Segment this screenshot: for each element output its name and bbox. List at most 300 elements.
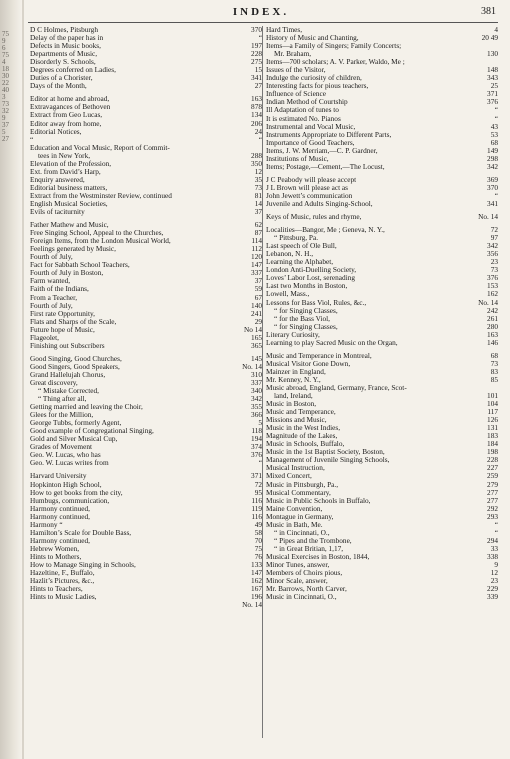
entry-page: 374 [251, 442, 262, 452]
entry-page: 167 [251, 584, 262, 594]
index-entry [30, 229, 262, 237]
entry-title: Institutions of Music, [266, 154, 329, 163]
entry-page: 15 [254, 65, 262, 75]
index-entry [30, 561, 262, 569]
entry-page: 25 [490, 81, 498, 91]
index-entry [266, 26, 498, 34]
entry-page: 370 [487, 182, 498, 192]
index-entry [30, 427, 262, 435]
index-entry [266, 432, 498, 440]
index-entry [30, 585, 262, 593]
entry-title: English Musical Societies, [30, 199, 108, 208]
entry-title: Ext. from David’s Harp, [30, 167, 101, 176]
index-entry [266, 258, 498, 266]
entry-page: 14 [254, 198, 262, 208]
index-entry [266, 250, 498, 258]
entry-title: Instruments Appropriate to Different Parts, [266, 130, 392, 139]
index-entry [266, 529, 498, 537]
entry-page: 67 [254, 292, 262, 302]
index-entry [30, 237, 262, 245]
entry-title: Flageolet, [30, 333, 59, 342]
index-entry [30, 481, 262, 489]
index-entry [30, 371, 262, 379]
entry-title: Hazeltine, F., Buffalo, [30, 569, 95, 578]
index-entry [266, 50, 498, 58]
entry-page: 49 [254, 519, 262, 529]
entry-title: London Anti-Duelling Society, [266, 266, 357, 275]
entry-title: Influence of Science [266, 90, 326, 99]
entry-title: Duties of a Chorister, [30, 74, 93, 83]
index-entry [30, 459, 262, 467]
entry-page: No. 14 [242, 361, 262, 371]
entry-page: 184 [487, 439, 498, 449]
entry-page: 35 [254, 174, 262, 184]
index-entry [30, 601, 262, 609]
entry-title: First rate Opportunity, [30, 309, 95, 318]
index-entry [30, 302, 262, 310]
entry-page: 87 [254, 228, 262, 238]
entry-title: Lessons for Bass Viol, Rules, &c., [266, 298, 367, 307]
index-entry [266, 226, 498, 234]
entry-title: Hopkinton High School, [30, 480, 102, 489]
entry-title: Last two Months in Boston, [266, 282, 348, 291]
entry-title: Disorderly S. Schools, [30, 58, 96, 67]
entry-title: Harmony continued, [30, 536, 90, 545]
index-entry [266, 155, 498, 163]
entry-title: Father Mathew and Music, [30, 221, 109, 230]
entry-title: “ Mistake Corrected, [38, 387, 99, 396]
entry-page: 58 [254, 527, 262, 537]
gutter-mark: 40 [2, 86, 9, 94]
entry-page: 27 [254, 81, 262, 91]
index-entry [266, 400, 498, 408]
entry-title: Getting married and leaving the Choir, [30, 403, 143, 412]
entry-page: 228 [251, 49, 262, 59]
index-entry [30, 152, 262, 160]
entry-page: 134 [251, 110, 262, 120]
index-entry [30, 58, 262, 66]
entry-title: Flats and Sharps of the Scale, [30, 317, 117, 326]
entry-page: 355 [251, 402, 262, 412]
entry-title: Fourth of July in Boston, [30, 269, 104, 278]
entry-page: 116 [251, 495, 262, 505]
entry-page: “ [258, 134, 262, 144]
index-entry [266, 213, 498, 221]
index-entry [30, 419, 262, 427]
entry-page: 147 [251, 260, 262, 270]
entry-title: Defects in Music books, [30, 42, 101, 51]
index-entry [30, 435, 262, 443]
entry-title: “ in Cincinnati, O., [274, 528, 330, 537]
index-entry [30, 26, 262, 34]
entry-page: 73 [254, 182, 262, 192]
index-entry [30, 111, 262, 119]
index-entry [266, 456, 498, 464]
entry-page: 365 [251, 340, 262, 350]
entry-page: 23 [490, 257, 498, 267]
entry-title: Harmony continued, [30, 504, 90, 513]
entry-page: 342 [251, 394, 262, 404]
entry-page: “ [494, 105, 498, 115]
entry-title: “ Pipes and the Trombone, [274, 536, 352, 545]
entry-page: 147 [251, 568, 262, 578]
entry-title: Foreign Items, from the London Musical World, [30, 237, 171, 246]
index-entry [266, 339, 498, 347]
index-entry [266, 274, 498, 282]
entry-page: 369 [487, 174, 498, 184]
index-entry [30, 253, 262, 261]
entry-page: 878 [251, 102, 262, 112]
entry-page: 148 [487, 65, 498, 75]
entry-title: Days of the Month, [30, 82, 87, 91]
entry-page: 101 [487, 391, 498, 401]
index-entry [266, 98, 498, 106]
entry-page: 198 [487, 447, 498, 457]
entry-title: Hints to Teachers, [30, 585, 83, 594]
entry-page: 112 [251, 244, 262, 254]
column-divider [262, 26, 263, 738]
index-entry [266, 416, 498, 424]
entry-title: Future hope of Music, [30, 325, 95, 334]
entry-page: 33 [490, 543, 498, 553]
entry-page: 371 [251, 471, 262, 481]
entry-page: 53 [490, 129, 498, 139]
entry-title: Hamilton’s Scale for Double Bass, [30, 528, 132, 537]
entry-title: Music in Public Schools in Buffalo, [266, 496, 371, 505]
entry-page: 241 [251, 308, 262, 318]
index-entry [266, 464, 498, 472]
index-entry [266, 408, 498, 416]
entry-page: No 14 [243, 324, 262, 334]
entry-title: Hints to Music Ladies, [30, 593, 97, 602]
index-entry [30, 355, 262, 363]
gutter-mark: 37 [2, 121, 9, 129]
index-entry [266, 553, 498, 561]
index-entry [30, 545, 262, 553]
entry-title: Indian Method of Courtship [266, 98, 348, 107]
entry-title: Ill Adaptation of tunes to [266, 106, 339, 115]
entry-page: 146 [487, 337, 498, 347]
header-rule [28, 22, 498, 23]
entry-title: How to Manage Singing in Schools, [30, 561, 136, 569]
entry-title: Fourth of July, [30, 301, 73, 310]
entry-page: 229 [487, 584, 498, 594]
index-entry [266, 489, 498, 497]
entry-title: Music abroad, England, Germany, France, Scot- [266, 383, 407, 392]
index-entry [30, 472, 262, 480]
entry-title: Finishing out Subscribers [30, 341, 105, 350]
entry-title: Music in Cincinnati, O., [266, 593, 337, 602]
index-entry [30, 569, 262, 577]
entry-title: Musical Exercises in Boston, 1844, [266, 552, 370, 561]
index-entry [30, 42, 262, 50]
entry-title: How to get books from the city, [30, 488, 123, 497]
entry-page: 145 [251, 353, 262, 363]
entry-page: 275 [251, 57, 262, 67]
entry-title: Music in the 1st Baptist Society, Boston, [266, 448, 385, 457]
index-entry [30, 160, 262, 168]
entry-page: 126 [487, 415, 498, 425]
index-entry [266, 90, 498, 98]
entry-page: 163 [487, 329, 498, 339]
index-entry [266, 123, 498, 131]
entry-title: Music in Boston, [266, 400, 317, 409]
entry-page: 261 [487, 313, 498, 323]
entry-title: Editor at home and abroad, [30, 95, 110, 104]
entry-title: Loves’ Labor Lost, serenading [266, 274, 356, 283]
index-entry [266, 384, 498, 392]
gutter-mark: 32 [2, 107, 9, 115]
entry-title: Learning the Alphabet, [266, 258, 334, 267]
entry-page: 277 [487, 487, 498, 497]
index-entry [30, 66, 262, 74]
index-entry [266, 139, 498, 147]
index-entry [266, 234, 498, 242]
index-entry [266, 147, 498, 155]
index-entry [266, 282, 498, 290]
entry-title: Good Singers, Good Speakers, [30, 362, 120, 371]
entry-page: 340 [251, 386, 262, 396]
index-entry [30, 277, 262, 285]
page-title: INDEX. [232, 6, 290, 18]
entry-page: “ [494, 527, 498, 537]
entry-page: 73 [490, 358, 498, 368]
gutter-mark: 4 [2, 58, 6, 66]
entry-title: Last speech of Ole Bull, [266, 242, 337, 251]
entry-page: 68 [490, 137, 498, 147]
index-entry [266, 58, 498, 66]
entry-title: Glees for the Million, [30, 411, 94, 420]
entry-page: 133 [251, 560, 262, 569]
index-entry [30, 489, 262, 497]
index-entry [30, 200, 262, 208]
entry-title: “ for the Bass Viol, [274, 314, 330, 323]
index-entry [30, 334, 262, 342]
index-entry [266, 497, 498, 505]
index-entry [30, 363, 262, 371]
index-entry [266, 440, 498, 448]
index-entry [266, 66, 498, 74]
index-entry [30, 593, 262, 601]
entry-page: 83 [490, 366, 498, 376]
entry-page: 117 [487, 407, 498, 417]
entry-title: Localities—Bangor, Me ; Geneva, N. Y., [266, 226, 385, 235]
entry-title: Good example of Congregational Singing, [30, 427, 154, 436]
entry-title: Minor Scale, answer, [266, 577, 328, 586]
entry-title: Fact for Sabbath School Teachers, [30, 261, 130, 270]
entry-title: Management of Juvenile Singing Schools, [266, 456, 390, 465]
entry-title: Elevation of the Profession, [30, 159, 112, 168]
entry-title: Issues of the Visitor, [266, 66, 326, 75]
index-entry [30, 269, 262, 277]
entry-title: John Jewett’s communication [266, 191, 353, 200]
entry-page: 227 [487, 463, 498, 473]
index-entry [30, 95, 262, 103]
entry-title: Fourth of July, [30, 253, 73, 262]
entry-title: Maine Convention, [266, 504, 323, 513]
entry-page: 37 [254, 276, 262, 286]
gutter-mark: 18 [2, 65, 9, 73]
gutter-mark: 22 [2, 79, 9, 87]
entry-page: 59 [254, 284, 262, 294]
entry-page: 337 [251, 268, 262, 278]
entry-page: 118 [251, 426, 262, 436]
entry-page: 12 [490, 568, 498, 578]
entry-title: “ [30, 135, 34, 144]
index-entry [266, 163, 498, 171]
index-entry [30, 184, 262, 192]
entry-page: 23 [490, 576, 498, 586]
index-entry [30, 505, 262, 513]
entry-page: 114 [251, 236, 262, 246]
entry-page: 153 [487, 281, 498, 291]
index-entry [266, 513, 498, 521]
gutter-mark: 75 [2, 30, 9, 38]
entry-page: 294 [487, 535, 498, 545]
index-entry [30, 451, 262, 459]
index-entry [30, 120, 262, 128]
entry-page: 29 [254, 316, 262, 326]
index-entry [30, 128, 262, 136]
entry-page: 376 [251, 450, 262, 460]
index-entry [30, 395, 262, 403]
entry-page: 163 [251, 94, 262, 104]
entry-title: Harvard University [30, 472, 87, 481]
entry-title: Mr. Braham, [274, 50, 312, 59]
entry-page: 68 [490, 350, 498, 360]
entry-title: Departments of Music, [30, 50, 98, 59]
entry-title: land, Ireland, [274, 392, 313, 401]
entry-page: 37 [254, 207, 262, 217]
entry-page: “ [258, 33, 262, 43]
entry-title: Members of Choirs pious, [266, 569, 343, 578]
index-entry [266, 505, 498, 513]
entry-title: Hints to Mothers, [30, 552, 82, 561]
entry-title: Good Singing, Good Churches, [30, 354, 122, 363]
entry-title: Montague in Germany, [266, 512, 334, 521]
index-entry [266, 323, 498, 331]
entry-page: 280 [487, 321, 498, 331]
index-page [24, 0, 510, 759]
entry-title: Musical Visitor Gone Down, [266, 359, 351, 368]
entry-page: 242 [487, 305, 498, 315]
entry-page: 279 [487, 479, 498, 489]
entry-page: “ [494, 113, 498, 123]
index-entry [266, 106, 498, 114]
entry-page: 339 [487, 592, 498, 602]
entry-title: Harmony continued, [30, 512, 90, 521]
entry-page: 75 [254, 543, 262, 553]
index-entry [266, 331, 498, 339]
index-entry [266, 299, 498, 307]
entry-title: Items—a Family of Singers; Family Concerts; [266, 42, 402, 51]
entry-title: Missions and Music, [266, 416, 327, 425]
index-entry [266, 360, 498, 368]
entry-title: Enquiry answered, [30, 175, 85, 184]
index-entry [30, 529, 262, 537]
entry-title: Music in Pittsburgh, Pa., [266, 480, 339, 489]
entry-title: Feelings generated by Music, [30, 245, 116, 254]
entry-page: 196 [251, 592, 262, 602]
entry-title: Grand Hallelujah Chorus, [30, 370, 106, 379]
entry-page: 104 [487, 399, 498, 409]
index-entry [266, 569, 498, 577]
index-entry [266, 424, 498, 432]
index-entry [266, 593, 498, 601]
entry-title: Degrees conferred on Ladies, [30, 66, 116, 75]
entry-page: 341 [251, 73, 262, 83]
index-entry [30, 342, 262, 350]
index-entry [266, 481, 498, 489]
entry-page: 371 [487, 89, 498, 99]
index-entry [266, 472, 498, 480]
index-entry [266, 352, 498, 360]
entry-page: 259 [487, 471, 498, 481]
entry-page: No. 14 [242, 600, 262, 610]
entry-page: 72 [490, 225, 498, 235]
index-entry [266, 561, 498, 569]
entry-title: History of Music and Chanting, [266, 34, 359, 43]
entry-page: 76 [254, 551, 262, 561]
entry-title: Items; Postage,—Cement,—The Locust, [266, 162, 385, 171]
entry-page: 292 [487, 503, 498, 513]
entry-title: J L Brown will please act as [266, 183, 349, 192]
entry-title: Hard Times, [266, 26, 303, 34]
index-entry [30, 521, 262, 529]
index-entry [266, 392, 498, 400]
entry-title: Hebrew Women, [30, 544, 80, 553]
entry-title: Music in Bath, Me. [266, 520, 323, 529]
index-entry [30, 513, 262, 521]
entry-page: “ [494, 190, 498, 200]
entry-page: 97 [490, 233, 498, 243]
entry-title: Delay of the paper has in [30, 34, 104, 43]
entry-page: 342 [487, 241, 498, 251]
entry-title: Juvenile and Adults Singing-School, [266, 199, 373, 208]
index-entry [30, 310, 262, 318]
entry-title: Items, J. W. Merriam,—C. P. Gardner, [266, 146, 378, 155]
entry-title: Instrumental and Vocal Music, [266, 122, 356, 131]
entry-title: “ in Great Britian, 1,17, [274, 544, 344, 553]
index-entry [30, 192, 262, 200]
entry-title: Literary Curiosity, [266, 330, 320, 339]
entry-title: Mixed Concert, [266, 472, 312, 481]
index-entry [266, 82, 498, 90]
entry-page: 194 [251, 434, 262, 444]
index-entry [30, 294, 262, 302]
entry-page: 85 [490, 374, 498, 384]
index-entry [30, 403, 262, 411]
index-entry [266, 192, 498, 200]
entry-title: Geo. W. Lucas writes from [30, 459, 109, 468]
index-entry [30, 136, 262, 144]
entry-page: 183 [487, 431, 498, 441]
index-column-left [30, 26, 262, 609]
entry-title: Indulge the curiosity of children, [266, 74, 362, 83]
entry-page: 298 [487, 153, 498, 163]
entry-page: 206 [251, 118, 262, 128]
entry-page: 95 [254, 487, 262, 497]
index-entry [266, 74, 498, 82]
entry-page: 72 [254, 479, 262, 489]
entry-page: 342 [487, 161, 498, 171]
entry-title: D C Holmes, Pitsburgh [30, 26, 98, 34]
entry-title: Musical Commentary, [266, 488, 331, 497]
index-entry [30, 176, 262, 184]
entry-title: Extract from the Westminster Review, continued [30, 191, 172, 200]
index-entry [266, 585, 498, 593]
index-entry [266, 115, 498, 123]
